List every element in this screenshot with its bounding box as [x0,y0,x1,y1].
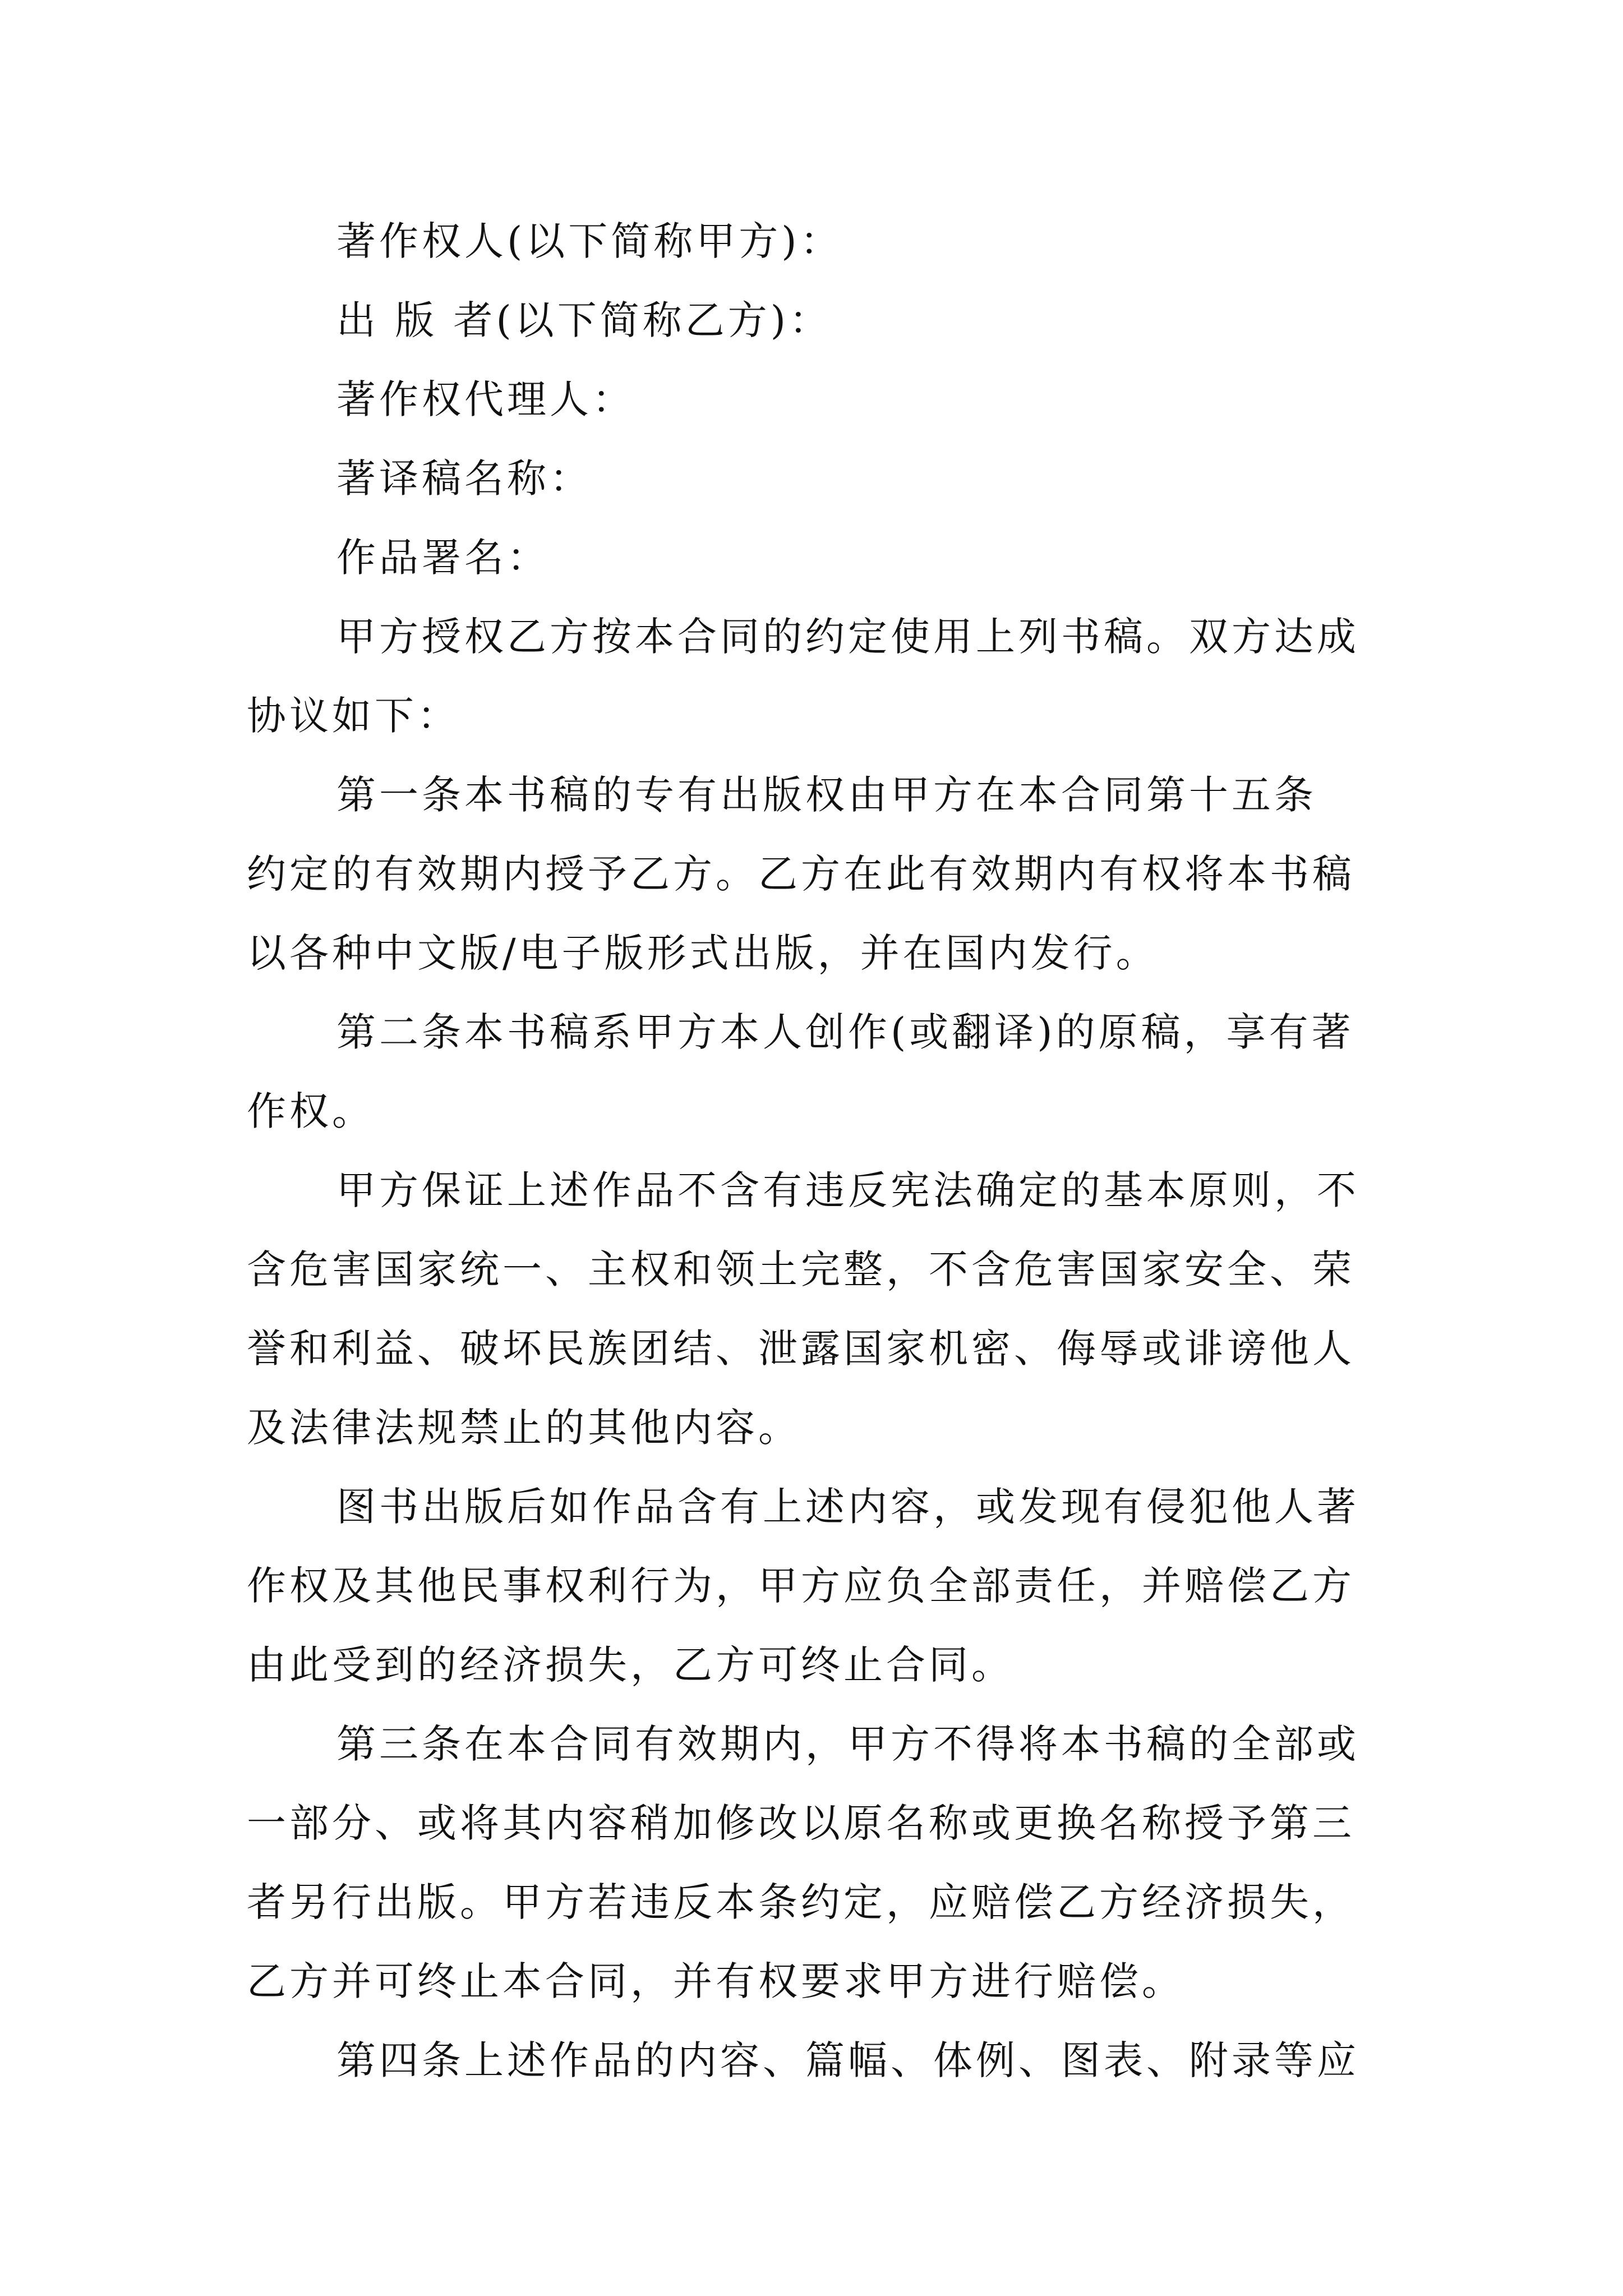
paragraph-line: 誉和利益、破坏民族团结、泄露国家机密、侮辱或诽谤他人 [247,1326,1355,1372]
article-3-line: 乙方并可终止本合同，并有权要求甲方进行赔偿。 [247,1958,1184,2004]
article-1-line: 第一条本书稿的专有出版权由甲方在本合同第十五条 [336,772,1317,818]
article-3-line: 者另行出版。甲方若违反本条约定，应赔偿乙方经济损失， [247,1879,1355,1925]
paragraph-line: 甲方授权乙方按本合同的约定使用上列书稿。双方达成 [336,614,1359,660]
paragraph-line: 图书出版后如作品含有上述内容，或发现有侵犯他人著 [336,1484,1359,1530]
article-3-line: 第三条在本合同有效期内，甲方不得将本书稿的全部或 [336,1721,1359,1767]
article-2-line: 作权。 [247,1088,375,1134]
paragraph-line: 甲方保证上述作品不含有违反宪法确定的基本原则，不 [336,1167,1359,1213]
paragraph-line: 作权及其他民事权利行为，甲方应负全部责任，并赔偿乙方 [247,1563,1355,1609]
paragraph-line: 及法律法规禁止的其他内容。 [247,1405,801,1451]
paragraph-line: 含危害国家统一、主权和领土完整，不含危害国家安全、荣 [247,1246,1355,1292]
paragraph-line: 协议如下： [247,693,460,739]
field-manuscript-title: 著译稿名称： [336,455,592,501]
article-1-line: 约定的有效期内授予乙方。乙方在此有效期内有权将本书稿 [247,851,1355,897]
field-publisher: 出 版 者(以下简称乙方)： [336,297,832,343]
contract-text [247,202,1385,2100]
paragraph-line: 由此受到的经济损失，乙方可终止合同。 [247,1642,1014,1688]
field-copyright-holder: 著作权人(以下简称甲方)： [336,218,843,264]
article-3-line: 一部分、或将其内容稍加修改以原名称或更换名称授予第三 [247,1800,1355,1846]
field-author-signature: 作品署名： [336,535,550,581]
article-2-line: 第二条本书稿系甲方本人创作(或翻译)的原稿，享有著 [336,1009,1354,1055]
article-1-line: 以各种中文版/电子版形式出版，并在国内发行。 [247,930,1159,976]
article-4-line: 第四条上述作品的内容、篇幅、体例、图表、附录等应 [336,2037,1359,2083]
field-copyright-agent: 著作权代理人： [336,376,635,422]
